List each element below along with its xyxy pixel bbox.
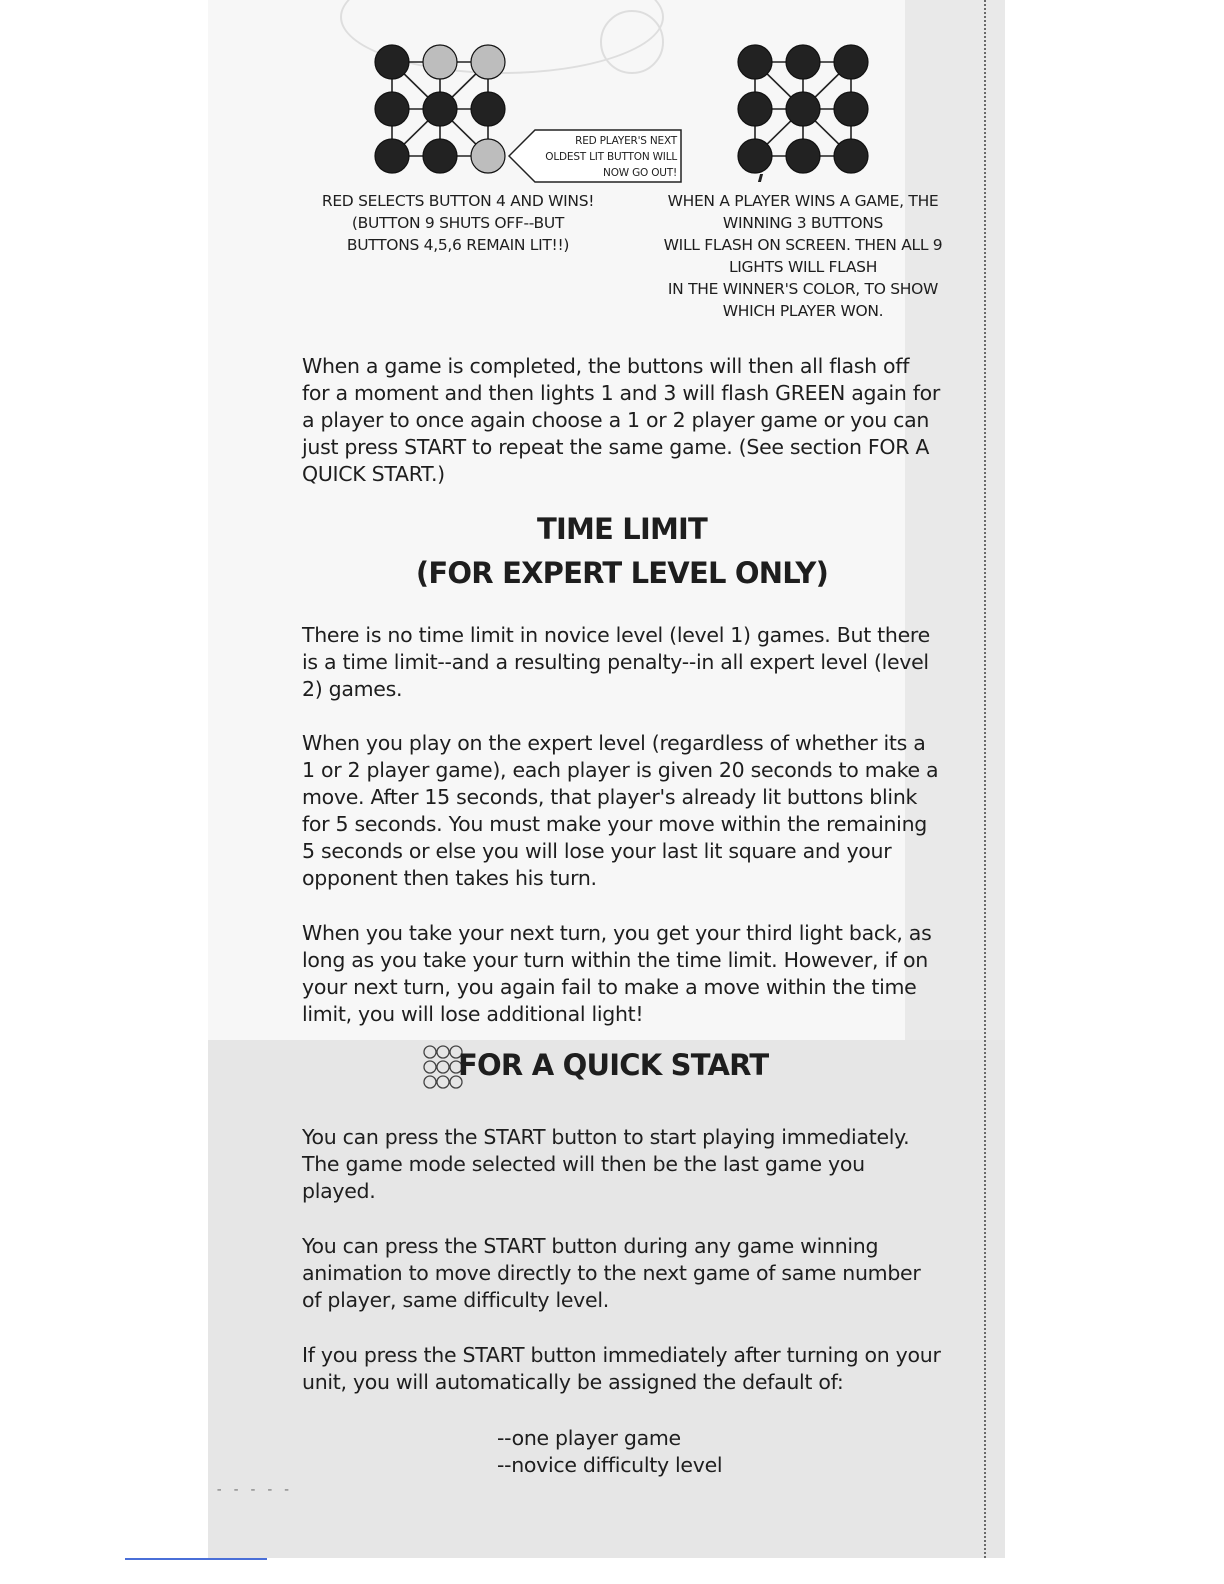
board-button-7 xyxy=(738,139,772,173)
default-item-difficulty: --novice difficulty level xyxy=(497,1453,723,1477)
board-button-7 xyxy=(375,139,409,173)
board-button-8 xyxy=(786,139,820,173)
board-button-3 xyxy=(834,45,868,79)
time-limit-paragraph-3: When you take your next turn, you get your third light back, as long as you take your turn within the time limit. However, if on your next turn, you again fail to make a move within the time limit, you will lose additional light! xyxy=(302,921,932,1026)
board-button-5 xyxy=(423,92,457,126)
time-limit-heading: TIME LIMIT xyxy=(536,512,708,546)
board-button-6 xyxy=(834,92,868,126)
board-button-3 xyxy=(471,45,505,79)
bleed-through-circle xyxy=(600,10,664,74)
board-button-2 xyxy=(786,45,820,79)
right-board-diagram xyxy=(733,42,873,176)
quick-start-paragraph-1: You can press the START button to start playing immediately. The game mode selected will then be the last game you played. xyxy=(302,1125,910,1203)
time-limit-subheading: (FOR EXPERT LEVEL ONLY) xyxy=(415,556,829,590)
quick-start-title: FOR A QUICK START xyxy=(458,1048,769,1082)
board-button-4 xyxy=(738,92,772,126)
default-settings-list xyxy=(497,1425,897,1479)
underline-artifact xyxy=(125,1558,267,1560)
time-limit-paragraph-2: When you play on the expert level (regardless of whether its a 1 or 2 player game), each player is given 20 seconds to make a move. After 15 seconds, that player's already lit buttons blink for 5 seconds. You must make your move within the remaining 5 seconds or else you will lose your last lit square and your opponent then takes his turn. xyxy=(302,731,939,890)
board-button-9 xyxy=(834,139,868,173)
page-fold-line xyxy=(984,0,989,1558)
board-button-8 xyxy=(423,139,457,173)
time-limit-paragraph-1: There is no time limit in novice level (level 1) games. But there is a time limit--and a resulting penalty--in all expert level (level 2) games. xyxy=(302,623,930,701)
left-diagram-caption: RED SELECTS BUTTON 4 AND WINS! (BUTTON 9 SHUTS OFF--BUT BUTTONS 4,5,6 REMAIN LIT!!) xyxy=(321,192,595,254)
default-item-players: --one player game xyxy=(497,1426,681,1450)
board-button-1 xyxy=(375,45,409,79)
scan-artifact: - - - - - xyxy=(215,1482,291,1498)
board-button-9 xyxy=(471,139,505,173)
board-button-1 xyxy=(738,45,772,79)
board-button-6 xyxy=(471,92,505,126)
left-board-diagram xyxy=(370,42,510,176)
quick-start-paragraph-2: You can press the START button during any game winning animation to move directly to the next game of same number of player, same difficulty level. xyxy=(302,1234,921,1312)
intro-paragraph: When a game is completed, the buttons will then all flash off for a moment and then lights 1 and 3 will flash GREEN again for a player to once again choose a 1 or 2 player game or you can just press START to repeat the same game. (See section FOR A QUICK START.) xyxy=(302,354,941,486)
board-button-5 xyxy=(786,92,820,126)
callout-bubble xyxy=(507,128,683,188)
right-diagram-caption: WHEN A PLAYER WINS A GAME, THE WINNING 3 BUTTONS WILL FLASH ON SCREEN. THEN ALL 9 LIGHTS WILL FLASH IN THE WINNER'S COLOR, TO SHOW WHICH PLAYER WON. xyxy=(663,192,943,320)
quick-start-paragraph-3: If you press the START button immediately after turning on your unit, you will automatically be assigned the default of: xyxy=(302,1343,941,1394)
board-button-4 xyxy=(375,92,409,126)
callout-text: RED PLAYER'S NEXT OLDEST LIT BUTTON WILL NOW GO OUT! xyxy=(545,135,677,179)
board-button-2 xyxy=(423,45,457,79)
